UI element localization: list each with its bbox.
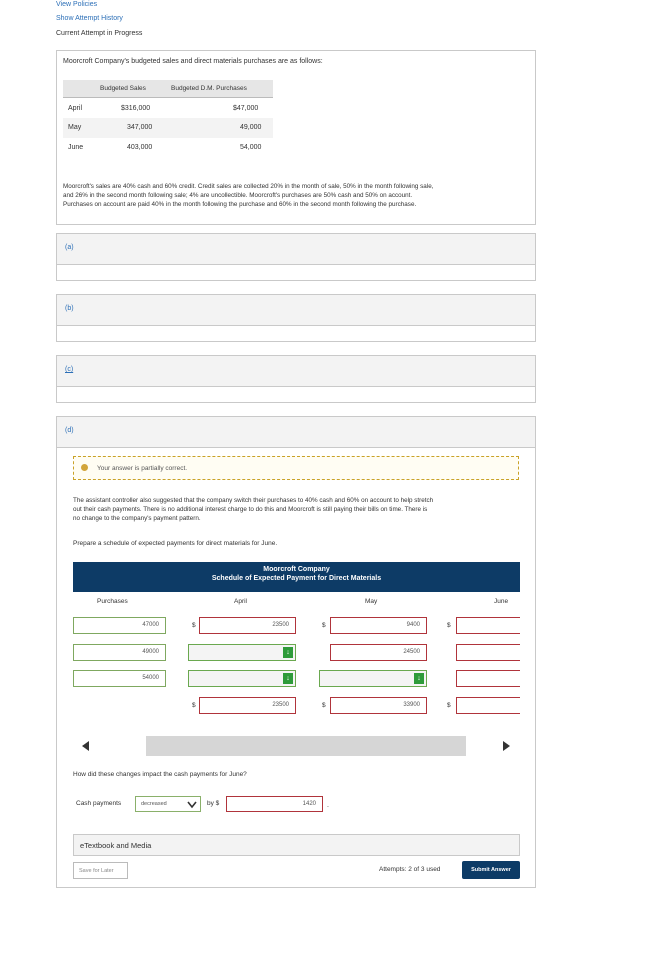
amount-input[interactable]: 1420 <box>226 796 323 812</box>
part-d-label[interactable]: (d) <box>65 427 74 434</box>
month-label: May <box>68 124 82 131</box>
col-header-sales: Budgeted Sales <box>100 85 146 92</box>
etextbook-panel[interactable] <box>73 834 520 856</box>
part-a-footer <box>56 265 536 281</box>
dollar-sign: $ <box>192 702 196 709</box>
dollar-sign: $ <box>447 702 451 709</box>
part-c-panel[interactable] <box>56 355 536 387</box>
col-header-may: May <box>365 598 378 605</box>
schedule-company: Moorcroft Company <box>263 566 330 573</box>
part-c-label[interactable]: (c) <box>65 366 74 373</box>
part-d-header[interactable] <box>56 416 536 448</box>
submit-answer-button[interactable]: Submit Answer <box>462 861 520 879</box>
budget-row-june <box>63 138 273 158</box>
purchases-input-april[interactable]: 47000 <box>73 617 166 634</box>
attempt-label: Current Attempt in Progress <box>56 30 143 37</box>
partial-correct-banner <box>73 456 519 480</box>
part-c-footer <box>56 387 536 403</box>
june-row2-input[interactable] <box>456 644 520 661</box>
part-d-line: out their cash payments. There is no additional interest charge to do this and Moorcroft is still paying their bills on time. There is <box>73 506 428 513</box>
part-d-line: no change to the company's payment pattern. <box>73 515 201 522</box>
desc-line: Moorcroft's sales are 40% cash and 60% credit. Credit sales are collected 20% in the month of sale, 50% in the month following sale, <box>63 183 434 190</box>
part-d-text <box>73 496 523 523</box>
may-row3-input[interactable] <box>319 670 427 687</box>
partial-text: Your answer is partially correct. <box>97 465 188 472</box>
check-icon: ↓ <box>414 673 424 684</box>
sales-value: 347,000 <box>127 124 153 131</box>
sales-value: 403,000 <box>127 144 153 151</box>
check-icon: ↓ <box>283 673 293 684</box>
scroll-right-arrow[interactable] <box>503 741 510 751</box>
cash-payments-label: Cash payments <box>76 800 122 807</box>
col-header-purchases: Budgeted D.M. Purchases <box>171 85 247 92</box>
partial-icon <box>81 464 88 471</box>
show-attempt-history-link[interactable]: Show Attempt History <box>56 15 123 22</box>
may-row2-input[interactable]: 24500 <box>330 644 427 661</box>
schedule-title: Schedule of Expected Payment for Direct Materials <box>211 575 382 582</box>
purchases-value: 49,000 <box>240 124 262 131</box>
month-label: June <box>68 144 84 151</box>
part-b-footer <box>56 326 536 342</box>
col-header-april: April <box>234 598 248 605</box>
may-row1-input[interactable]: 9400 <box>330 617 427 634</box>
part-d-instruction: Prepare a schedule of expected payments for direct materials for June. <box>73 540 278 547</box>
part-b-panel[interactable] <box>56 294 536 326</box>
by-label: by $ <box>207 800 220 807</box>
budget-row-may <box>63 118 273 138</box>
dollar-sign: $ <box>322 702 326 709</box>
purchases-value: $47,000 <box>233 105 259 112</box>
schedule-header <box>73 562 520 592</box>
may-total-input[interactable]: 33900 <box>330 697 427 714</box>
purchases-value: 54,000 <box>240 144 262 151</box>
etextbook-label[interactable]: eTextbook and Media <box>80 841 152 850</box>
dollar-sign: $ <box>192 622 196 629</box>
june-total-input[interactable] <box>456 697 520 714</box>
chevron-down-icon <box>187 800 197 809</box>
save-for-later-button[interactable]: Save for Later <box>73 862 128 879</box>
problem-description <box>63 182 533 209</box>
april-row3-input[interactable] <box>188 670 296 687</box>
part-a-panel[interactable] <box>56 233 536 265</box>
month-label: April <box>68 105 83 112</box>
impact-question: How did these changes impact the cash payments for June? <box>73 771 247 778</box>
change-select[interactable] <box>135 796 201 812</box>
period: . <box>327 802 329 809</box>
part-b-label[interactable]: (b) <box>65 305 74 312</box>
col-header-june: June <box>494 598 509 605</box>
attempts-label: Attempts: 2 of 3 used <box>379 866 441 873</box>
scroll-left-arrow[interactable] <box>82 741 89 751</box>
horizontal-scrollbar[interactable] <box>146 736 466 756</box>
desc-line: and 26% in the second month following sale; 4% are uncollectible. Moorcroft's purchases are 50% cash and 50% on account. <box>63 192 413 199</box>
problem-intro: Moorcroft Company's budgeted sales and direct materials purchases are as follows: <box>63 58 323 65</box>
purchases-input-may[interactable]: 49000 <box>73 644 166 661</box>
check-icon: ↓ <box>283 647 293 658</box>
part-d-line: The assistant controller also suggested that the company switch their purchases to 40% cash and 60% on account to help stretch <box>73 497 434 504</box>
desc-line: Purchases on account are paid 40% in the month following the purchase and 60% in the second month following the purchase. <box>63 201 417 208</box>
dollar-sign: $ <box>322 622 326 629</box>
sales-value: $316,000 <box>121 105 151 112</box>
col-header-purchases: Purchases <box>97 598 128 605</box>
april-row1-input[interactable]: 23500 <box>199 617 296 634</box>
dollar-sign: $ <box>447 622 451 629</box>
view-policies-link[interactable]: View Policies <box>56 1 98 8</box>
purchases-input-june[interactable]: 54000 <box>73 670 166 687</box>
april-row2-input[interactable] <box>188 644 296 661</box>
april-total-input[interactable]: 23500 <box>199 697 296 714</box>
june-row1-input[interactable] <box>456 617 520 634</box>
june-row3-input[interactable] <box>456 670 520 687</box>
select-value: decreased <box>141 801 167 807</box>
budget-row-april <box>63 99 273 118</box>
part-a-label[interactable]: (a) <box>65 244 74 251</box>
